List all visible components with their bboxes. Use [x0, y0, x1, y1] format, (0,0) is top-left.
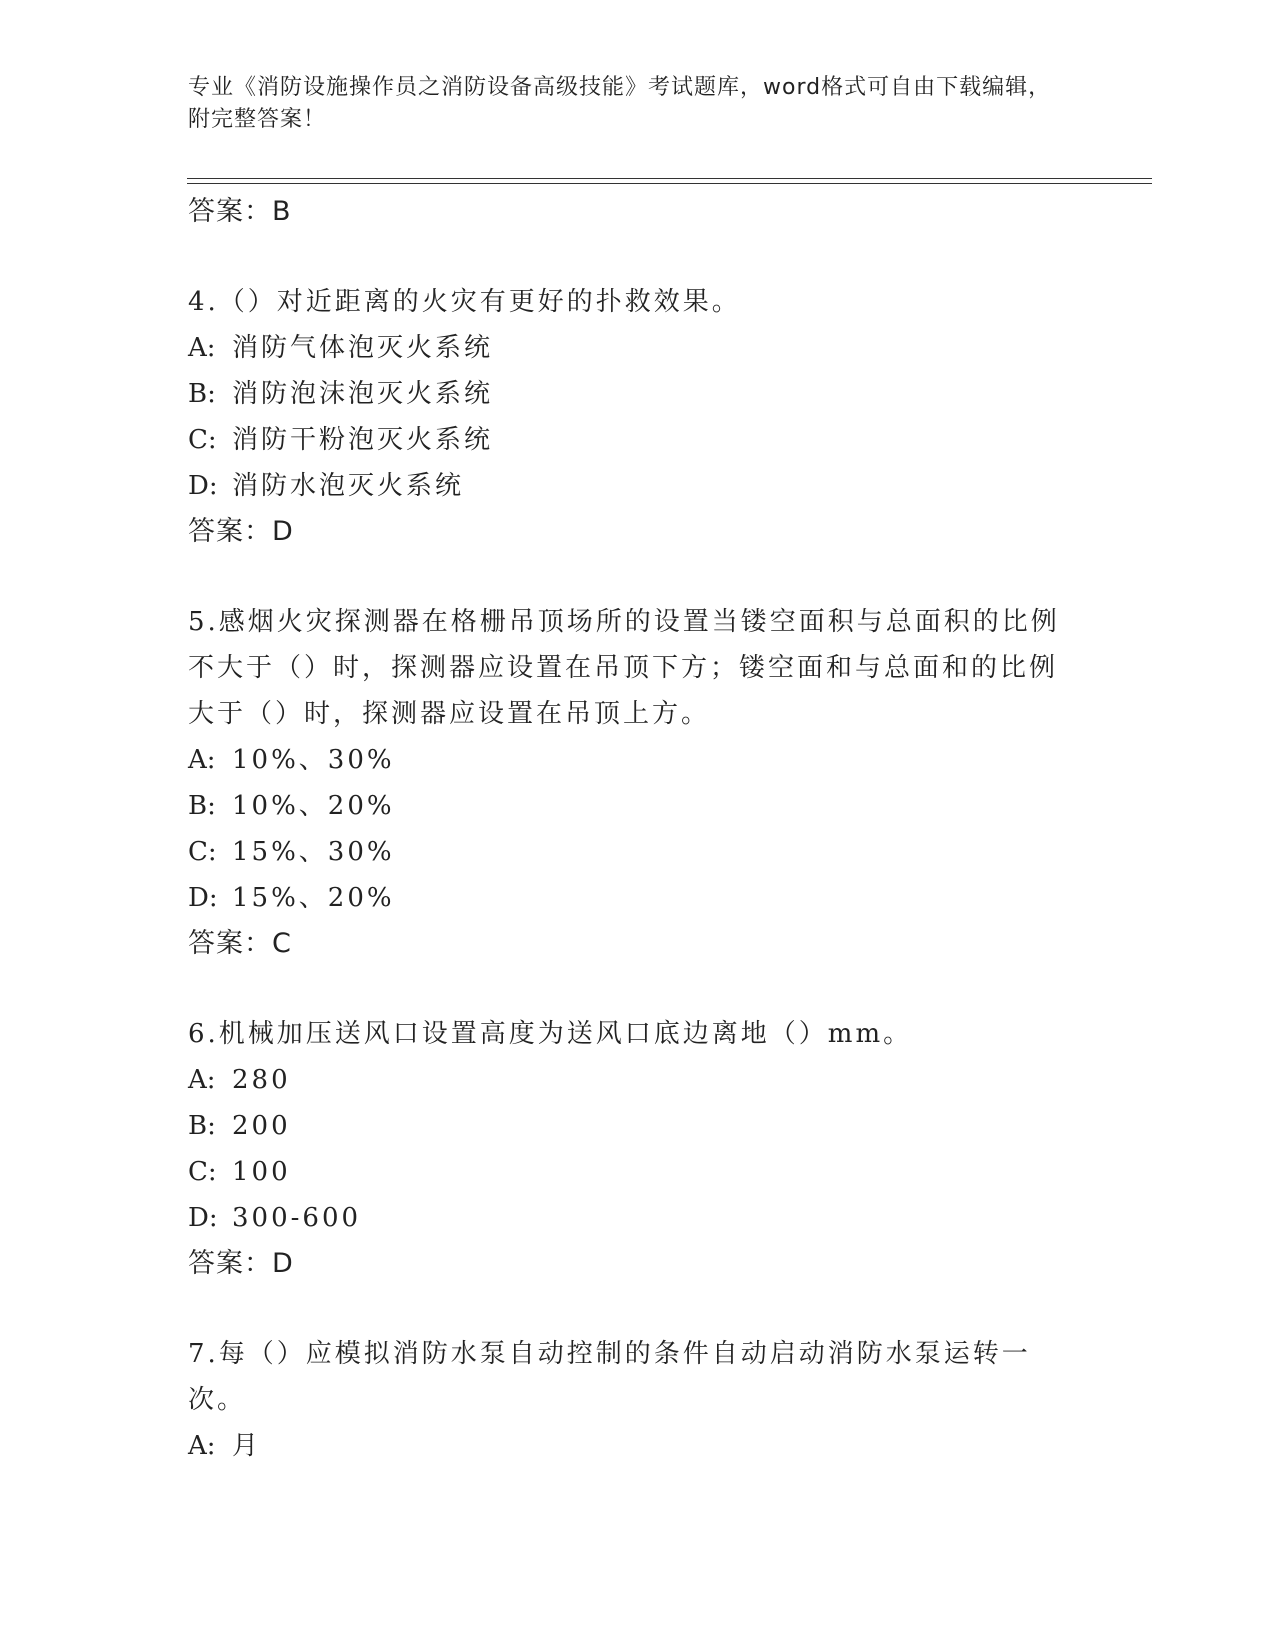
option-d	[188, 875, 1068, 921]
option-text: 300-600	[232, 1203, 362, 1233]
question-list	[188, 189, 1068, 1469]
question-item	[188, 279, 1068, 555]
option-key: A:	[188, 745, 216, 775]
answer-line: 答案：D	[188, 1248, 294, 1279]
option-key: D:	[188, 471, 218, 501]
option-key: A:	[188, 1065, 216, 1095]
option-key: D:	[188, 883, 218, 913]
option-a	[188, 1057, 1068, 1103]
option-text: 消防泡沫泡灭火系统	[232, 379, 494, 409]
option-text: 消防气体泡灭火系统	[232, 333, 494, 363]
option-key: B:	[188, 1111, 216, 1141]
answer-line: 答案：C	[188, 928, 292, 959]
question-item	[188, 1011, 1068, 1287]
header-divider-bottom	[187, 183, 1152, 184]
option-text: 10%、20%	[232, 791, 395, 821]
option-b	[188, 371, 1068, 417]
option-key: D:	[188, 1203, 218, 1233]
option-key: A:	[188, 333, 216, 363]
option-key: A:	[188, 1431, 216, 1461]
option-text: 100	[232, 1157, 291, 1187]
option-text: 15%、20%	[232, 883, 395, 913]
option-c	[188, 1149, 1068, 1195]
option-text: 280	[232, 1065, 291, 1095]
option-c	[188, 417, 1068, 463]
option-text: 月	[232, 1431, 262, 1461]
option-key: C:	[188, 425, 217, 455]
document-header: 专业《消防设施操作员之消防设备高级技能》考试题库，word格式可自由下载编辑，附完整答案！	[188, 75, 1052, 132]
option-d	[188, 1195, 1068, 1241]
answer-line: 答案：D	[188, 516, 294, 547]
option-key: C:	[188, 1157, 217, 1187]
answer-line: 答案：B	[188, 196, 292, 227]
option-text: 200	[232, 1111, 291, 1141]
option-key: B:	[188, 379, 216, 409]
question-stem: 4.（）对近距离的火灾有更好的扑救效果。	[188, 287, 741, 317]
option-text: 消防干粉泡灭火系统	[232, 425, 494, 455]
option-b	[188, 1103, 1068, 1149]
option-c	[188, 829, 1068, 875]
option-key: C:	[188, 837, 217, 867]
option-b	[188, 783, 1068, 829]
header-divider-top	[187, 178, 1152, 179]
option-a	[188, 737, 1068, 783]
option-d	[188, 463, 1068, 509]
question-stem: 7.每（）应模拟消防水泵自动控制的条件自动启动消防水泵运转一次。	[188, 1339, 1031, 1415]
option-a	[188, 1423, 1068, 1469]
option-text: 10%、30%	[232, 745, 395, 775]
question-stem: 5.感烟火灾探测器在格栅吊顶场所的设置当镂空面积与总面积的比例不大于（）时，探测器应设置在吊顶下方；镂空面和与总面和的比例大于（）时，探测器应设置在吊顶上方。	[188, 607, 1060, 729]
question-stem: 6.机械加压送风口设置高度为送风口底边离地（）mm。	[188, 1019, 913, 1049]
option-text: 15%、30%	[232, 837, 395, 867]
question-item	[188, 599, 1068, 967]
option-text: 消防水泡灭火系统	[232, 471, 465, 501]
question-item	[188, 1331, 1068, 1469]
option-a	[188, 325, 1068, 371]
option-key: B:	[188, 791, 216, 821]
